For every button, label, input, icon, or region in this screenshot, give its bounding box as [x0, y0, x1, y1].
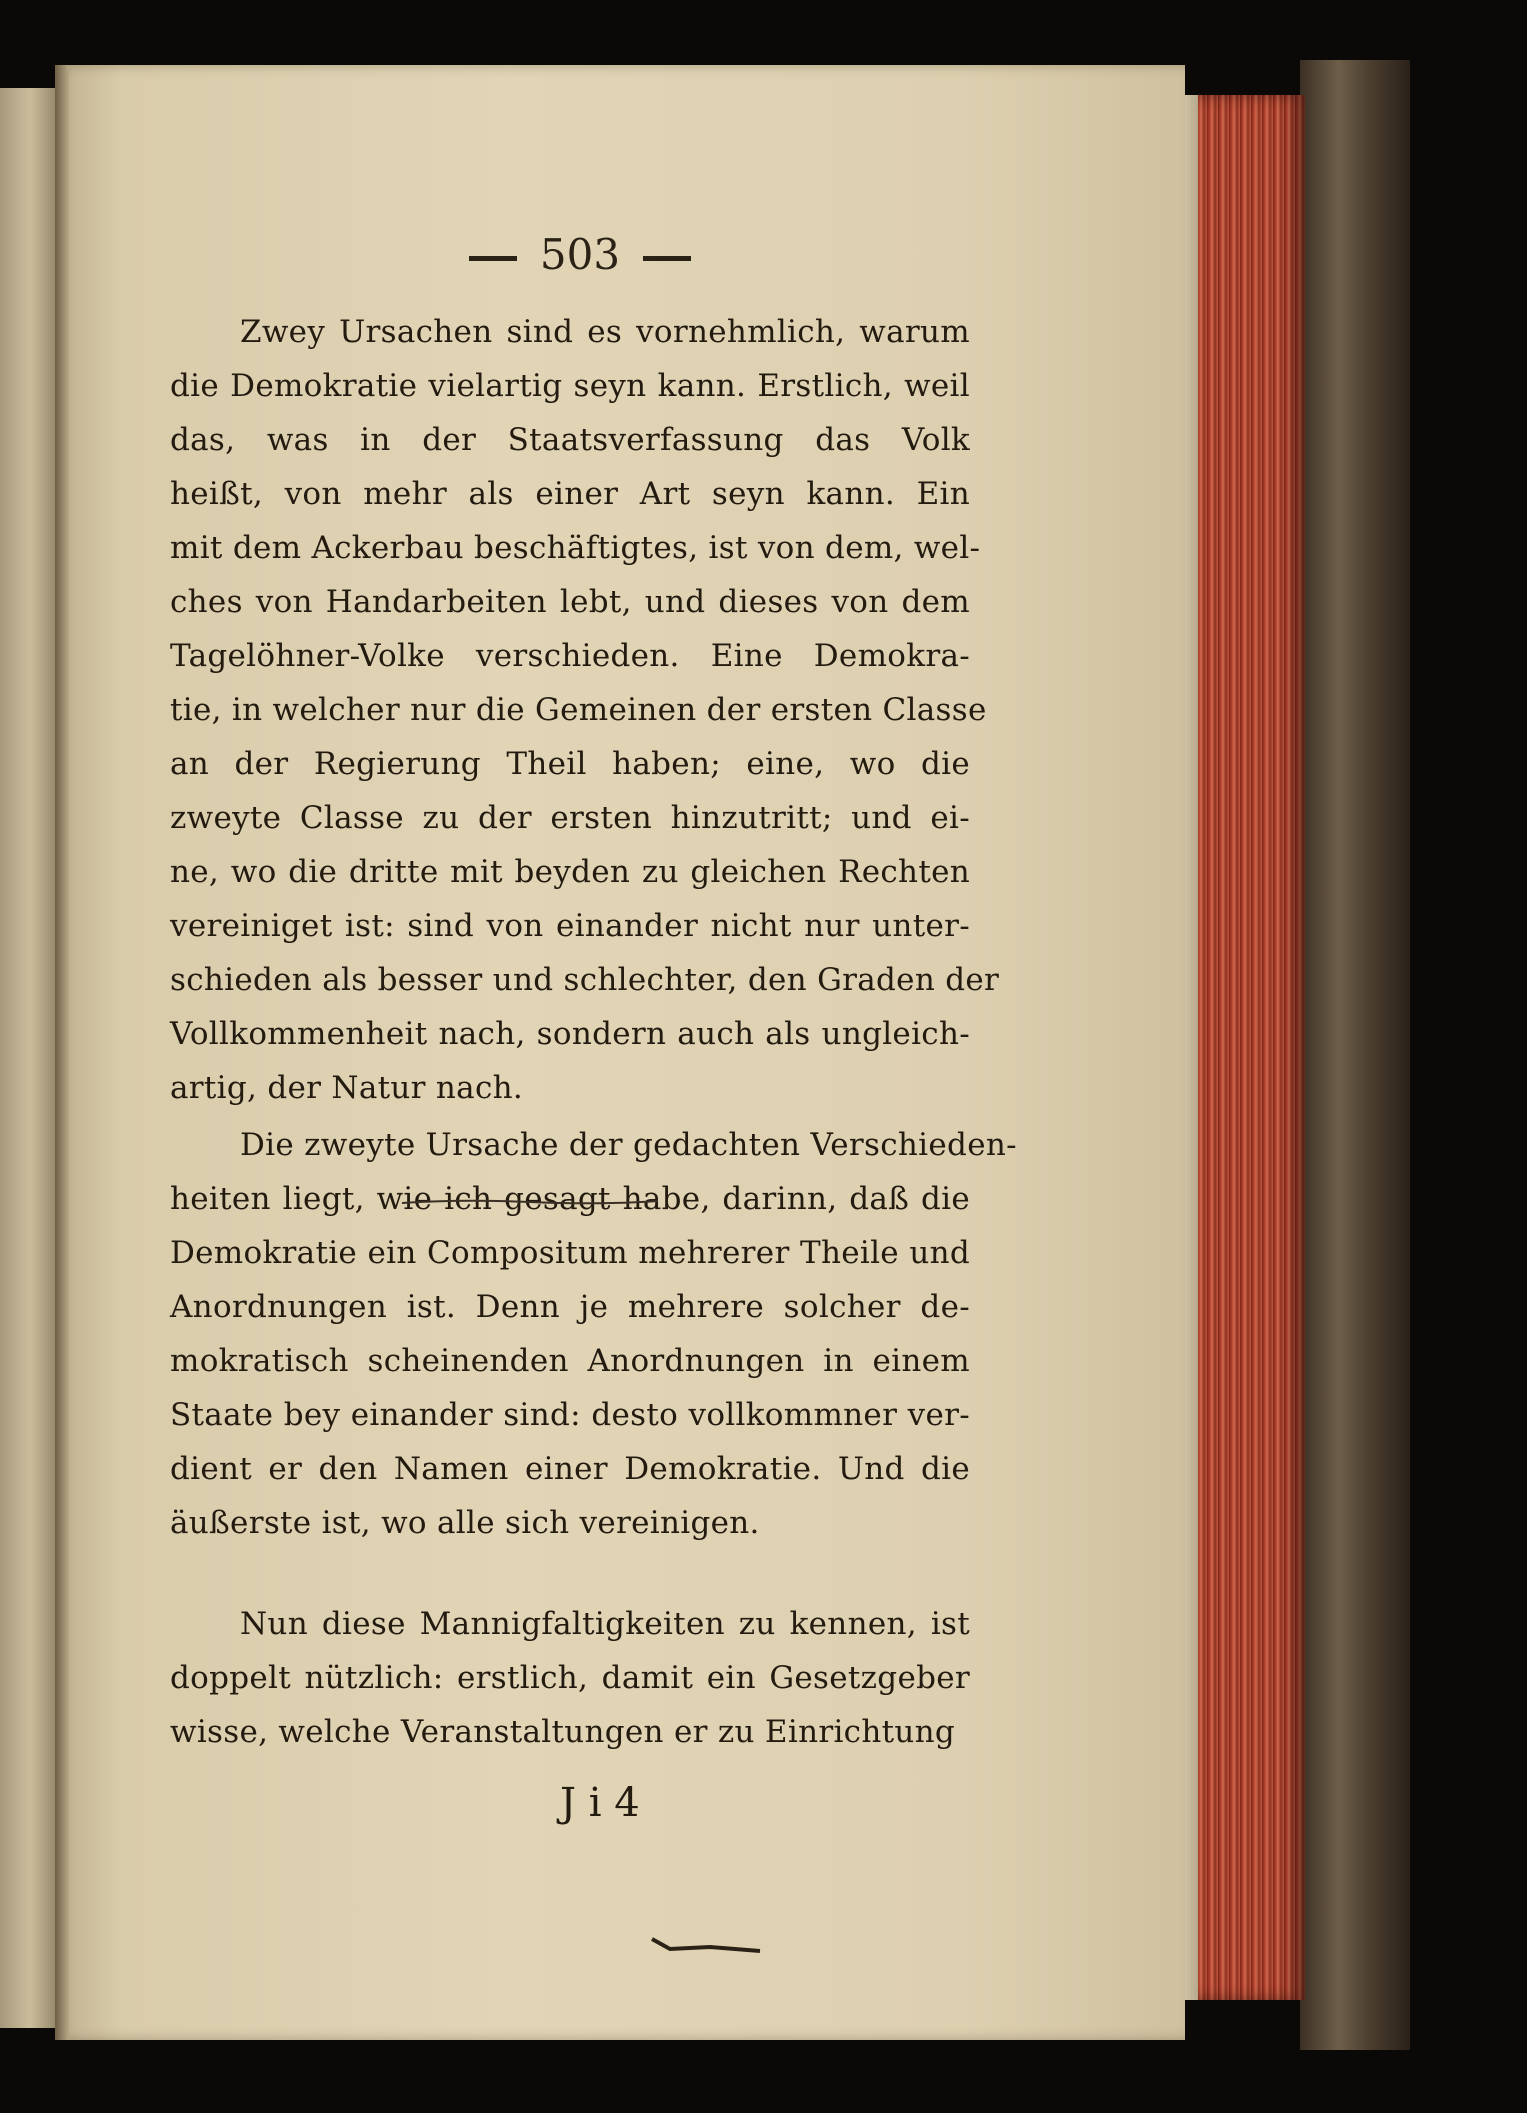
- text-line: mit dem Ackerbau beschäftigtes, ist von dem, wel-: [170, 530, 981, 566]
- text-line: artig, der Natur nach.: [170, 1070, 524, 1106]
- header-dash-right: [643, 256, 691, 261]
- text-line: wisse, welche Veranstaltungen er zu Einrichtung: [170, 1714, 956, 1750]
- text-line: die Demokratie vielartig seyn kann. Erstlich, weil: [170, 368, 970, 404]
- ink-mark: [650, 1935, 780, 1955]
- book-cover-edge: [1300, 60, 1410, 2050]
- text-line: ne, wo die dritte mit beyden zu gleichen Rechten: [170, 854, 970, 890]
- text-line: Staate bey einander sind: desto vollkommner ver-: [170, 1397, 970, 1433]
- text-line: heißt, von mehr als einer Art seyn kann. Ein: [170, 476, 970, 512]
- text-line: das, was in der Staatsverfassung das Volk: [170, 422, 970, 458]
- text-line: Zwey Ursachen sind es vornehmlich, warum: [240, 314, 970, 350]
- pencil-underline: [400, 1197, 660, 1207]
- text-line: Die zweyte Ursache der gedachten Verschieden-: [240, 1127, 1017, 1163]
- left-facing-page-edge: [0, 88, 60, 2028]
- text-line: mokratisch scheinenden Anordnungen in einem: [170, 1343, 970, 1379]
- text-line: doppelt nützlich: erstlich, damit ein Gesetzgeber: [170, 1660, 970, 1696]
- text-line: an der Regierung Theil haben; eine, wo die: [170, 746, 970, 782]
- text-line: Vollkommenheit nach, sondern auch als ungleich-: [170, 1016, 970, 1052]
- text-line: heiten liegt, wie ich gesagt habe, darinn, daß die: [170, 1181, 970, 1217]
- text-line: vereiniget ist: sind von einander nicht nur unter-: [170, 908, 970, 944]
- page-gutter: [55, 65, 69, 2040]
- header-dash-left: [469, 256, 517, 261]
- text-line: ches von Handarbeiten lebt, und dieses von dem: [170, 584, 970, 620]
- text-line: Nun diese Mannigfaltigkeiten zu kennen, ist: [240, 1606, 970, 1642]
- page-number: 503: [539, 230, 621, 279]
- red-page-edges: [1185, 95, 1305, 2000]
- text-line: äußerste ist, wo alle sich vereinigen.: [170, 1505, 760, 1541]
- text-line: schieden als besser und schlechter, den Graden der: [170, 962, 1000, 998]
- paragraph-2: [170, 1118, 1017, 1550]
- paragraph-3: [170, 1597, 970, 1759]
- text-line: Demokratie ein Compositum mehrerer Theile und: [170, 1235, 970, 1271]
- paragraph-1: [170, 305, 1000, 1115]
- text-line: tie, in welcher nur die Gemeinen der ersten Classe: [170, 692, 987, 728]
- text-line: Tagelöhner-Volke verschieden. Eine Demokra-: [170, 638, 970, 674]
- signature-mark: J i 4: [560, 1780, 640, 1826]
- text-line: zweyte Classe zu der ersten hinzutritt; und ei-: [170, 800, 970, 836]
- page-header: [430, 225, 730, 285]
- text-line: dient er den Namen einer Demokratie. Und die: [170, 1451, 970, 1487]
- text-line: Anordnungen ist. Denn je mehrere solcher de-: [170, 1289, 970, 1325]
